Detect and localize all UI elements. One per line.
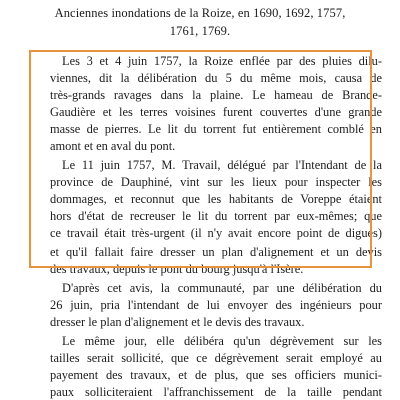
text-line-13: des travaux, depuis le pont du bourg jusqu'à l'Isère. [50, 262, 304, 276]
text-line-12: et qu'il fallait faire dresser un plan d'alignement et un devis [50, 245, 382, 259]
text-line-17: Le même jour, elle délibéra qu'un dégrèvement sur les [62, 334, 382, 348]
text-line-7: Le 11 juin 1757, M. Travail, délégué par l'Intendant de la [62, 158, 382, 172]
text-line-6: amont et en aval du pont. [50, 139, 176, 153]
text-line-19: payement des travaux, et de plus, que ses officiers munici- [50, 368, 382, 382]
text-line-4: Gaudière et les terres voisines furent couvertes d'une grande [50, 105, 382, 119]
text-line-1: Les 3 et 4 juin 1757, la Roize enflée par des pluies dilu- [62, 54, 382, 68]
section-title-line-1: Anciennes inondations de la Roize, en 1690, 1692, 1757, [54, 6, 346, 20]
text-line-5: masse de pierres. Le lit du torrent fut entièrement comblé en [50, 122, 382, 136]
text-line-8: province de Dauphiné, vint sur les lieux pour inspecter les [50, 175, 382, 189]
text-line-14: D'après cet avis, la communauté, par une délibération du [62, 281, 382, 295]
text-line-11: ce travail était très-urgent (il n'y avait encore point de digues) [50, 226, 382, 240]
section-title-line-2: 1761, 1769. [169, 24, 231, 38]
text-line-18: tailles serait sollicité, que ce dégrèvement serait employé au [50, 351, 382, 365]
text-line-15: 26 juin, pria l'intendant de lui envoyer des ingénieurs pour [50, 298, 382, 312]
text-line-9: dommages, et reconnut que les habitants de Voreppe étaient [50, 192, 382, 206]
text-line-20: paux solliciteraient l'affranchissement de la taille pendant [50, 385, 382, 399]
text-line-16: dresser le plan d'alignement et le devis des travaux. [50, 315, 305, 329]
text-line-10: hors d'état de recreuser le lit du torrent par eux-mêmes; que [50, 209, 382, 223]
text-line-2: viennes, dit la délibération du 5 du même mois, causa de [50, 71, 382, 85]
text-line-3: très-grands ravages dans la plaine. Le hameau de Brande- [50, 88, 382, 102]
